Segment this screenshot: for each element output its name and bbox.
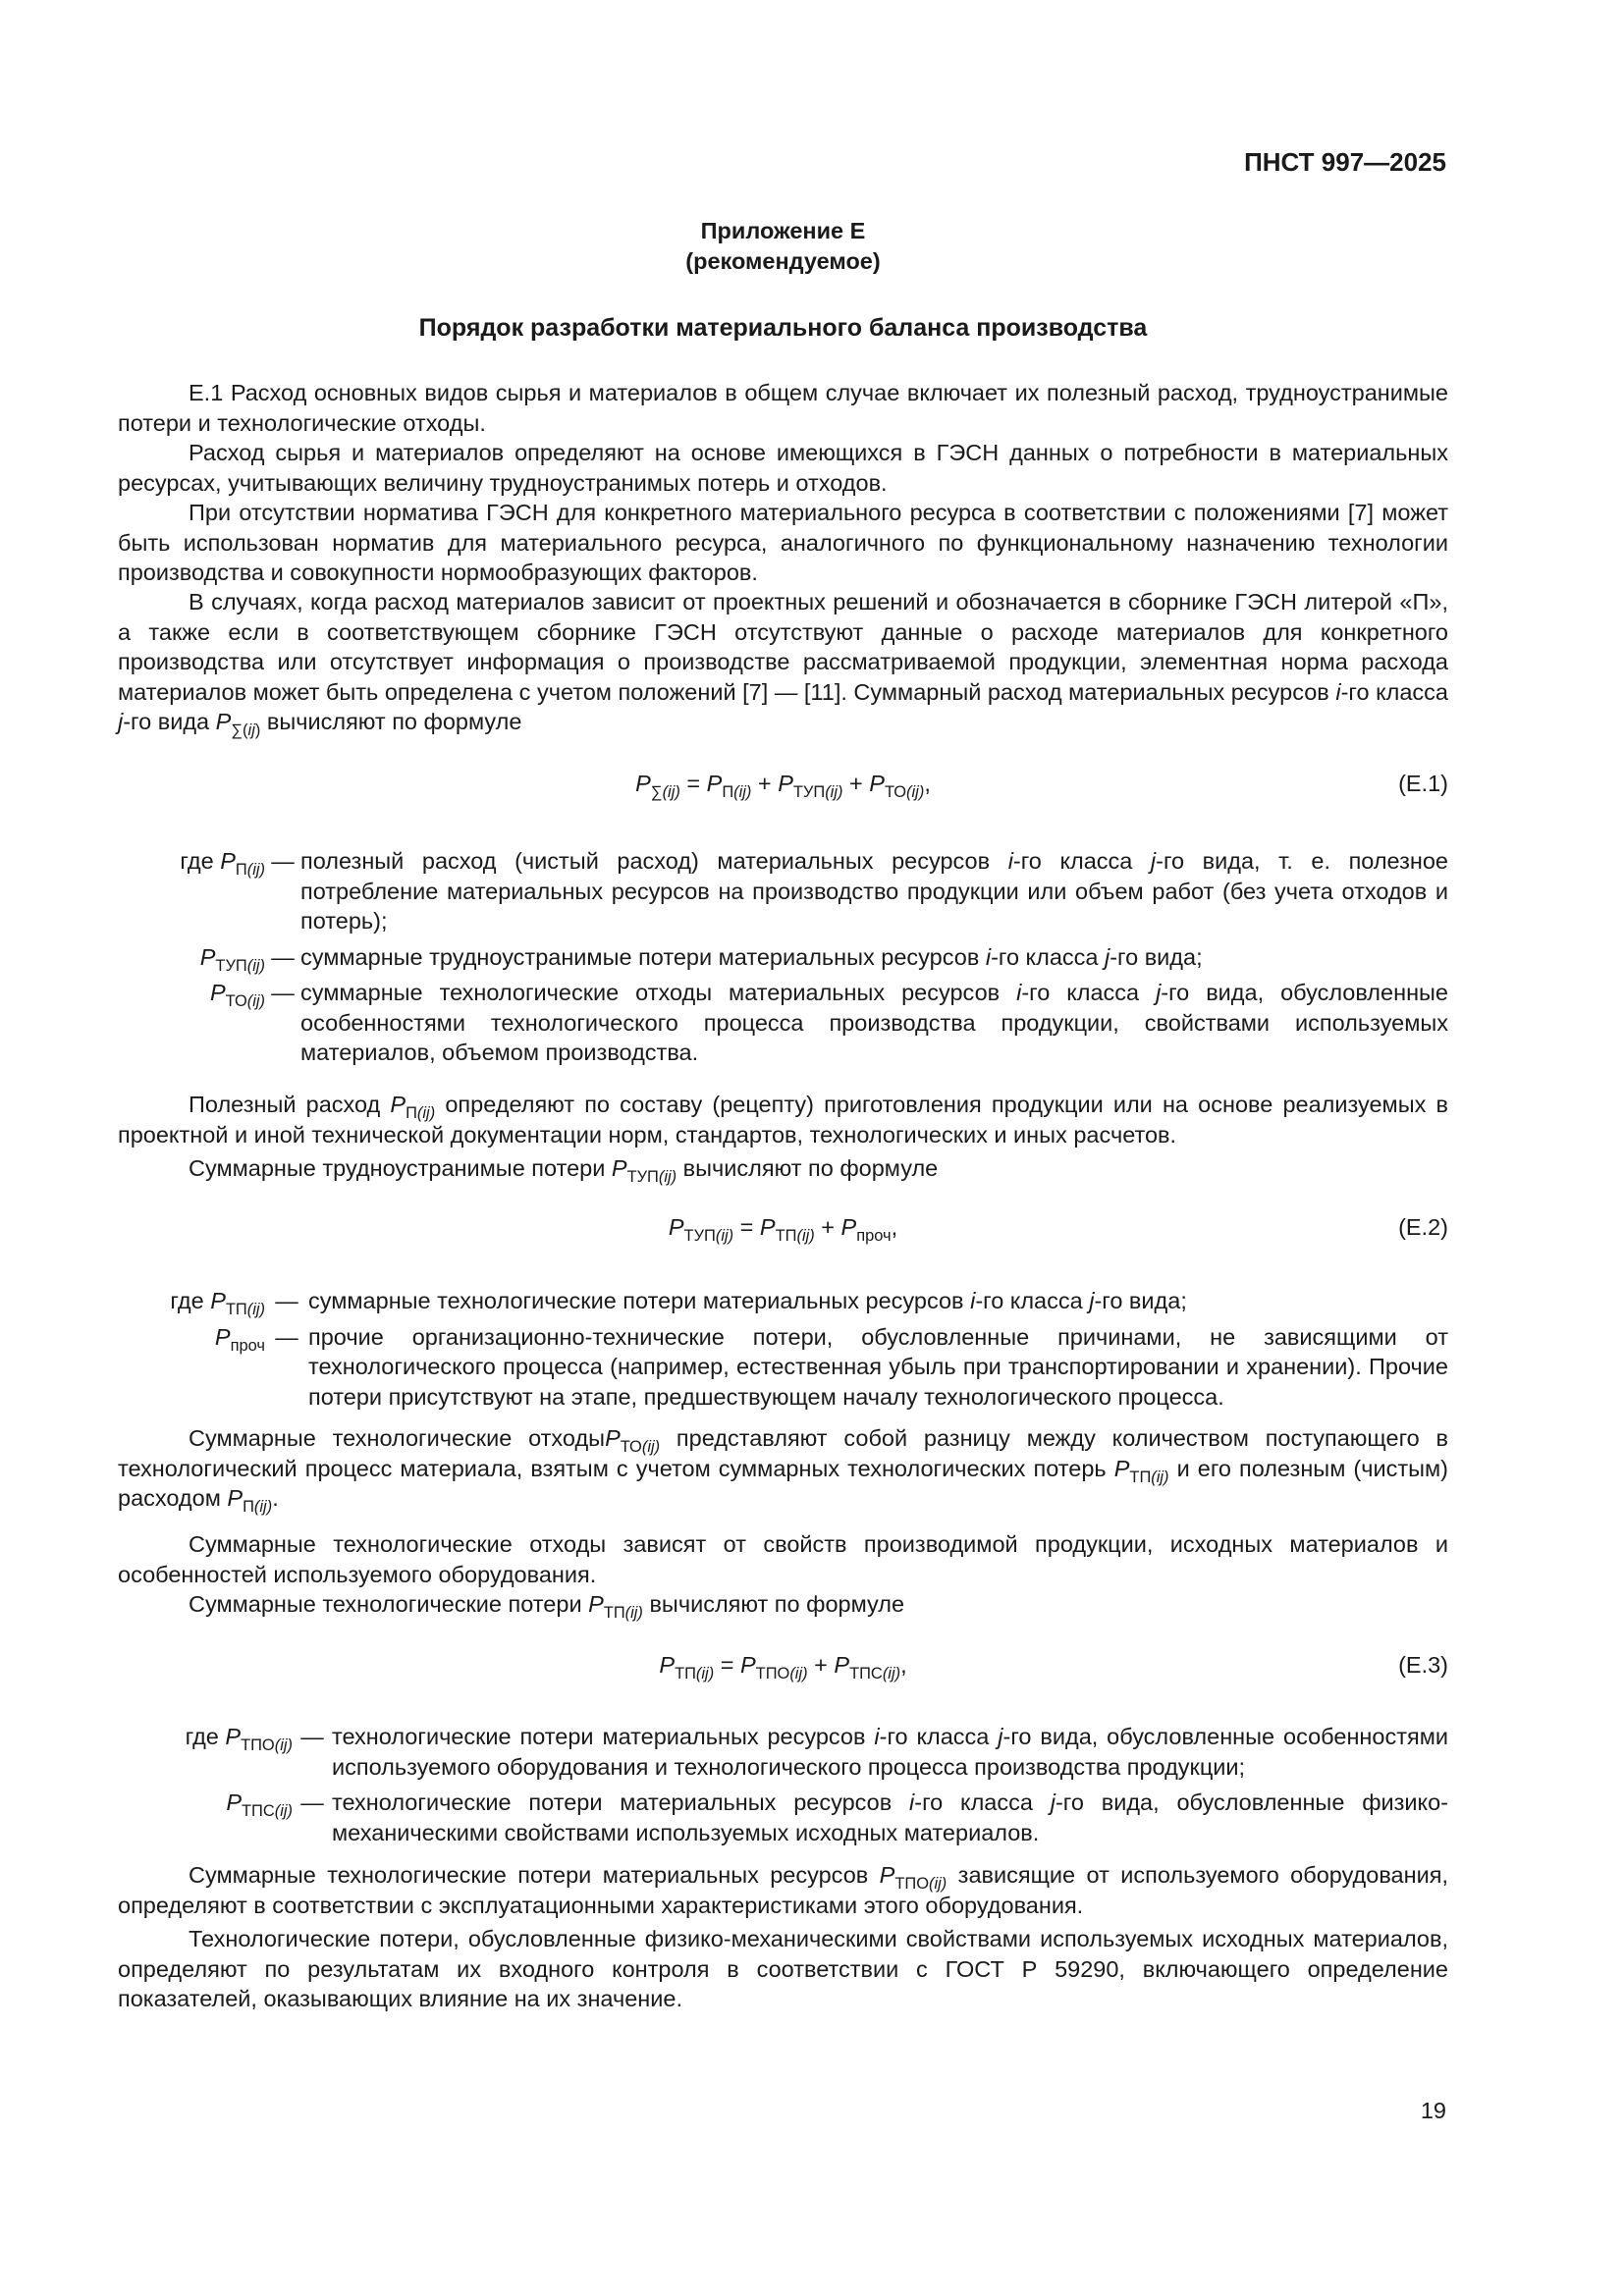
definitions-e2 [118, 1286, 1448, 1417]
definition-item: $P_{ТО(ij)}$ — суммарные технологические отходы материальных ресурсов i-го класса j-го вида, обусловленные особенностями технологического процесса производства продукции, свойствами используемых материалов, объемом производства. [209, 980, 1449, 1065]
appendix-title: Приложение Е [700, 218, 866, 243]
formula-e1 [118, 771, 1448, 806]
definitions-e1 [118, 846, 1448, 1074]
definition-item: $P_{ТПС(ij)}$ — технологические потери материальных ресурсов i-го класса j-го вида, обусловленные физико-механическими свойствами используемых исходных материалов. [226, 1789, 1449, 1845]
formula-e3-expression: $P_{ТП(ij)} = P_{ТПО(ij)} + P_{ТПС(ij)}$, [659, 1652, 907, 1682]
paragraph-9: Суммарные технологические потери $P_{ТП(ij)}$ вычисляют по формуле [189, 1591, 905, 1622]
formula-e1-expression: $P_{\sum(ij)} = P_{П(ij)} + P_{ТУП(ij)} + P_{ТО(ij)}$, [635, 771, 931, 801]
paragraph-6: Суммарные трудноустранимые потери $P_{ТУП(ij)}$ вычисляют по формуле [189, 1155, 939, 1186]
definition-item: где $P_{ТПО(ij)}$ — технологические потери материальных ресурсов i-го класса j-го вида, обусловленные особенностями используемого оборудования и технологического процесса производства продукции; [185, 1724, 1448, 1780]
paragraph-7: Суммарные технологические отходыP$_{ТО(ij)}$ представляют собой разницу между количеством поступающего в технологический процесс материала, взятым с учетом суммарных технологических потерь $P_{ТП(ij)}$ и его полезным (чистым) расходом $P_{П(ij)}$. [118, 1425, 1449, 1516]
paragraph-5: Полезный расход $P_{П(ij)}$ определяют по составу (рецепту) приготовления продукции или на основе реализуемых в проектной и иной технической документации норм, стандартов, технологических и иных расчетов. [118, 1092, 1448, 1148]
paragraph-11: Технологические потери, обусловленные физико-механическими свойствами используемых исходных материалов, определяют по результатам их входного контроля в соответствии с ГОСТ Р 59290, включающего определение показателей, оказывающих влияние на их значение. [118, 1926, 1448, 2011]
definition-item: где $P_{П(ij)}$ — полезный расход (чистый расход) материальных ресурсов i-го класса j-го вида, т. е. полезное потребление материальных ресурсов на производство продукции или объем работ (без учета отходов и потерь); [180, 848, 1449, 934]
formula-e3 [118, 1652, 1448, 1687]
paragraph-3: При отсутствии норматива ГЭСН для конкретного материального ресурса в соответствии с положениями [7] может быть использован норматив для материального ресурса, аналогичного по функциональному назначению технологии производства и совокупности нормообразующих факторов. [118, 500, 1448, 585]
paragraph-4: В случаях, когда расход материалов зависит от проектных решений и обозначается в сборнике ГЭСН литерой «П», а также если в соответствующем сборнике ГЭСН отсутствуют данные о расходе материалов для конкретного производства или отсутствует информация о производстве рассматриваемой продукции, элементная норма расхода материалов может быть определена с учетом положений [7] — [11]. Суммарный расход материальных ресурсов i-го класса j-го вида $P_{\sum(ij)}$ вычисляют по формуле [118, 589, 1448, 739]
formula-e1-number: (Е.1) [1398, 771, 1448, 796]
definition-item: $P_{ТУП(ij)}$ — суммарные трудноустранимые потери материальных ресурсов i-го класса j-го вида; [199, 943, 1203, 975]
formula-e2 [118, 1214, 1448, 1250]
definitions-e3 [118, 1722, 1448, 1853]
paragraph-8: Суммарные технологические отходы зависят от свойств производимой продукции, исходных материалов и особенностей используемого оборудования. [118, 1531, 1448, 1587]
document-code: ПНСТ 997—2025 [1244, 147, 1446, 177]
section-title: Порядок разработки материального баланса производства [418, 314, 1148, 342]
page-number: 19 [1420, 2098, 1446, 2123]
definition-item: $P_{проч}$ — прочие организационно-технические потери, обусловленные причинами, не зависящими от технологического процесса (например, естественная убыль при транспортировании и хранении). Прочие потери присутствуют на этапе, предшествующем началу технологического процесса. [214, 1323, 1448, 1410]
formula-e2-number: (Е.2) [1398, 1214, 1448, 1240]
paragraph-2: Расход сырья и материалов определяют на основе имеющихся в ГЭСН данных о потребности в материальных ресурсах, учитывающих величину трудноустранимых потерь и отходов. [118, 440, 1448, 496]
definition-item: где $P_{ТП(ij)}$ — суммарные технологические потери материальных ресурсов i-го класса j-го вида; [170, 1288, 1187, 1318]
formula-e2-expression: $P_{ТУП(ij)} = P_{ТП(ij)} + P_{проч}$, [668, 1214, 898, 1245]
appendix-status: (рекомендуемое) [685, 248, 881, 274]
formula-e3-number: (Е.3) [1398, 1652, 1448, 1678]
paragraph-10: Суммарные технологические потери материальных ресурсов $P_{ТПО(ij)}$ зависящие от используемого оборудования, определяют в соответствии с эксплуатационными характеристиками этого оборудования. [118, 1862, 1448, 1918]
paragraph-1: Е.1 Расход основных видов сырья и материалов в общем случае включает их полезный расход, трудноустранимые потери и технологические отходы. [118, 380, 1448, 436]
